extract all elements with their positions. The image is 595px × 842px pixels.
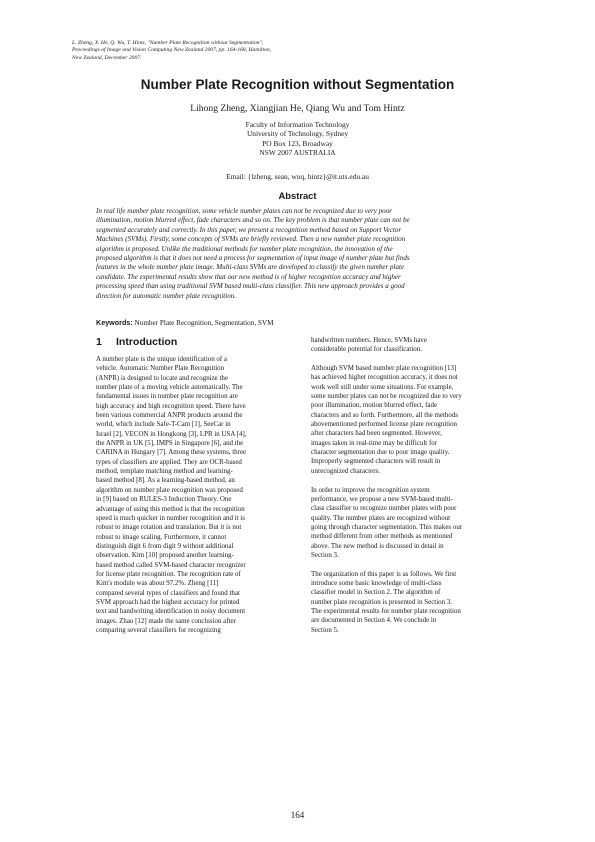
body-text-line: has achieved higher recognition accuracy, it does not <box>311 373 458 382</box>
body-text-line: A number plate is the unique identification of a <box>96 355 228 363</box>
body-text-line: In order to improve the recognition system <box>311 485 430 494</box>
keywords <box>96 318 516 327</box>
email-address: Email: {lzheng, sean, wuq, hintz}@it.uts.edu.au <box>226 172 369 181</box>
body-text-line: handwritten numbers. Hence, SVMs have <box>311 336 427 344</box>
body-text-line: unrecognized characters. <box>311 466 380 475</box>
abstract-line: proposed algorithm is that it does not need a process for segmentation of input image of number plate but finds <box>96 254 410 263</box>
body-text-line: going through character segmentation. This makes our <box>311 522 463 531</box>
body-text-line: been various commercial ANPR products around the <box>96 411 243 420</box>
affiliation-line: PO Box 123, Broadway <box>262 138 333 148</box>
body-text-line: character segmentation due to poor image quality. <box>311 448 450 457</box>
body-text-line: world, which include Safe-T-Cam [1], SeeCar in <box>96 420 231 429</box>
body-text-line: observation. Kim [10] proposed another learning- <box>96 551 234 560</box>
body-text-line: The organization of this paper is as follows. We first <box>311 569 457 578</box>
author-list: Lihong Zheng, Xiangjian He, Qiang Wu and Tom Hintz <box>190 103 405 114</box>
body-text-line: the ANPR in UK [5], IMPS in Singapore [6], and the <box>96 439 244 448</box>
body-text-line: for license plate recognition. The recognition rate of <box>96 569 241 578</box>
keywords-text: Number Plate Recognition, Segmentation, SVM <box>132 319 274 327</box>
abstract-body <box>96 207 504 301</box>
paragraph-gap <box>311 560 511 569</box>
body-text-line: poor illumination, motion blurred effect, fade <box>311 401 438 410</box>
section-title: Introduction <box>116 336 178 348</box>
body-text-line: class classifier to recognize number plates with poor <box>311 504 457 513</box>
paragraph-gap <box>311 476 511 485</box>
body-text-line: in [9] based on RULES-3 Induction Theory. One <box>96 495 232 504</box>
body-text-line: Section 3. <box>311 550 339 559</box>
citation-line: Proceedings of Image and Vision Computing New Zealand 2007, pp. 164-168, Hamilton, <box>72 47 272 54</box>
body-text-line: based method called SVM-based character recognizer <box>96 560 246 569</box>
body-text-line: classifier model in Section 2. The algorithm of <box>311 588 441 597</box>
body-text-line: high accuracy and high recognition speed. There have <box>96 401 246 410</box>
body-text-line: some number plates can not be recognized due to very <box>311 392 462 401</box>
body-text-line: abovementioned performed license plate recognition <box>311 420 458 429</box>
body-text-line: types of classifiers are applied. They are OCR-based <box>96 457 242 466</box>
body-text-line: compared several types of classifiers and found that <box>96 588 240 597</box>
abstract-line: processing speed than using traditional SVM based multi-class classifier. This new approach provides a good <box>96 282 405 291</box>
affiliation <box>0 120 595 158</box>
abstract-line: features in the whole number plate image. Multi-class SVMs are developed to classify the given number plate <box>96 263 405 272</box>
body-text-line: images taken in real-time may be difficult for <box>311 438 438 447</box>
section-number: 1 <box>96 336 102 348</box>
body-text-line: The experimental results for number plate recognition <box>311 606 461 615</box>
body-text-line: method, template matching method and learning- <box>96 467 233 476</box>
body-text-line: number plate recognition is presented in Section 3. <box>311 597 453 606</box>
affiliation-line: University of Technology, Sydney <box>246 129 349 139</box>
body-text-line: Section 5. <box>311 625 339 634</box>
body-text-line: comparing several classifiers for recognizing <box>96 625 221 634</box>
abstract-line: illumination, motion blurred effect, fade characters and so on. The key problem is that number plate can not be <box>96 216 410 225</box>
body-text-line: Kim's module was about 97.2%. Zheng [11] <box>96 579 219 588</box>
body-text-line: are documented in Section 4. We conclude in <box>311 616 437 625</box>
paper-title: Number Plate Recognition without Segmentation <box>140 77 455 92</box>
body-text-line: after characters had been segmented. However, <box>311 429 442 438</box>
abstract-line: algorithm is proposed. Unlike the traditional methods for number plate recognition, the innovation of the <box>96 244 393 253</box>
abstract-line: In real life number plate recognition, some vehicle number plates can not be recognized due to very poor <box>96 207 392 215</box>
abstract-line: direction for automatic number plate recognition. <box>96 291 237 300</box>
body-text-line: distinguish digit 6 from digit 9 without additional <box>96 541 234 550</box>
body-text-line: above. The new method is discussed in detail in <box>311 541 444 550</box>
body-text-line: CARINA in Hungary [7]. Among these systems, three <box>96 448 247 457</box>
abstract-line: segmented accurately and correctly. In this paper, we present a recognition method based on Support Vector <box>96 225 402 234</box>
keywords-label: Keywords: <box>96 318 133 327</box>
body-text-line: considerable potential for classification. <box>311 345 422 354</box>
page-number: 164 <box>290 810 305 820</box>
abstract-line: candidate. The experimental results show that our new method is of higher recognition accuracy and higher <box>96 272 401 281</box>
abstract-heading: Abstract <box>278 190 317 201</box>
body-text-line: performance, we propose a new SVM-based multi- <box>311 494 453 503</box>
body-text-line: robust to image scaling. Furthermore, it cannot <box>96 532 227 541</box>
citation-line: L. Zheng, X. He, Q. Wu, T. Hintz, "Number Plate Recognition without Segmentation", <box>72 40 264 46</box>
citation-header <box>72 40 372 62</box>
body-text-line: characters and so forth. Furthermore, all the methods <box>311 410 458 419</box>
citation-line: New Zealand, December 2007. <box>72 54 142 61</box>
left-column-text <box>96 355 300 635</box>
body-text-line: text and handwriting identification in noisy document <box>96 607 246 616</box>
body-text-line: Israel [2], VECON in Hongkong [3], LPR in USA [4], <box>96 429 247 438</box>
body-text-line: speed is much quicker in number recognition and it is <box>96 513 245 522</box>
body-text-line: Improperly segmented characters will result in <box>311 457 441 466</box>
body-text-line: introduce some basic knowledge of multi-class <box>311 578 442 587</box>
affiliation-line: NSW 2007 AUSTRALIA <box>259 148 336 158</box>
body-text-line: based method [8]. As a learning-based method, an <box>96 476 235 485</box>
body-text-line: SVM approach had the highest accuracy for printed <box>96 597 240 606</box>
body-text-line: images. Zhao [12] made the same conclusion after <box>96 616 236 625</box>
paragraph-gap <box>311 355 511 364</box>
body-text-line: method different from other methods as mentioned <box>311 532 453 541</box>
abstract-line: Machines (SVMs). Firstly, some concepts of SVMs are briefly reviewed. Then a new number plate recognition <box>96 235 406 244</box>
body-text-line: fundamental issues in number plate recognition are <box>96 392 238 401</box>
section-heading-introduction <box>96 336 177 348</box>
body-text-line: quality. The number plates are recognized without <box>311 513 451 522</box>
body-text-line: advantage of using this method is that the recognition <box>96 504 245 513</box>
affiliation-line: Faculty of Information Technology <box>245 120 350 129</box>
body-text-line: vehicle. Automatic Number Plate Recognition <box>96 364 225 373</box>
body-text-line: (ANPR) is designed to locate and recognize the <box>96 373 228 382</box>
right-column-text <box>311 336 511 635</box>
body-text-line: work well still under some situations. For example, <box>311 382 454 391</box>
body-text-line: Although SVM based number plate recognition [13] <box>311 364 457 373</box>
body-text-line: number plate of a moving vehicle automatically. The <box>96 383 243 392</box>
body-text-line: robust to image rotation and translation. But it is not <box>96 523 242 532</box>
body-text-line: algorithm on number plate recognition was proposed <box>96 485 243 494</box>
